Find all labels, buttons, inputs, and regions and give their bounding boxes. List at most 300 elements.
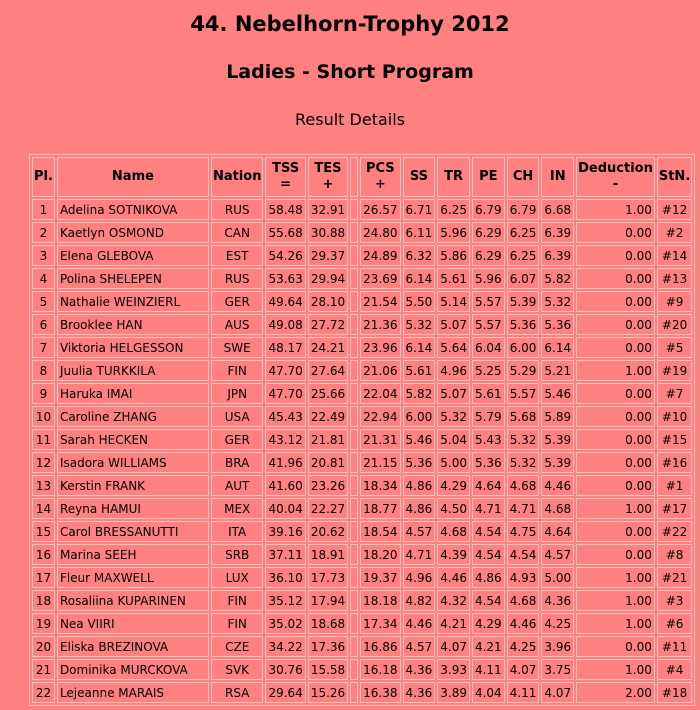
tss-cell: 58.48 bbox=[265, 199, 305, 220]
col-deduction-operator: - bbox=[612, 177, 619, 192]
ss-cell: 4.71 bbox=[403, 544, 436, 565]
tss-cell: 47.70 bbox=[265, 360, 305, 381]
pcs-cell: 18.18 bbox=[360, 590, 400, 611]
tr-cell: 4.32 bbox=[437, 590, 470, 611]
in-cell: 3.75 bbox=[541, 659, 574, 680]
spacer-cell bbox=[350, 429, 358, 450]
deduction-cell: 0.00 bbox=[576, 429, 655, 450]
col-tes bbox=[308, 157, 348, 197]
ch-cell: 5.32 bbox=[507, 429, 540, 450]
col-deduction bbox=[576, 157, 655, 197]
name-cell: Nathalie WEINZIERL bbox=[57, 291, 209, 312]
spacer-cell bbox=[350, 360, 358, 381]
ch-cell: 4.11 bbox=[507, 682, 540, 703]
pe-cell: 6.29 bbox=[472, 245, 505, 266]
place-cell: 15 bbox=[32, 521, 55, 542]
tss-cell: 47.70 bbox=[265, 383, 305, 404]
table-row bbox=[32, 245, 692, 266]
ss-cell: 5.50 bbox=[403, 291, 436, 312]
pcs-cell: 19.37 bbox=[360, 567, 400, 588]
spacer-cell bbox=[350, 383, 358, 404]
pcs-cell: 24.89 bbox=[360, 245, 400, 266]
col-tr: TR bbox=[437, 157, 470, 197]
place-cell: 14 bbox=[32, 498, 55, 519]
name-cell: Brooklee HAN bbox=[57, 314, 209, 335]
nation-cell: AUT bbox=[211, 475, 264, 496]
pcs-cell: 18.54 bbox=[360, 521, 400, 542]
pcs-cell: 24.80 bbox=[360, 222, 400, 243]
name-cell: Fleur MAXWELL bbox=[57, 567, 209, 588]
table-row bbox=[32, 636, 692, 657]
deduction-cell: 0.00 bbox=[576, 337, 655, 358]
col-stn: StN. bbox=[657, 157, 692, 197]
pe-cell: 5.57 bbox=[472, 291, 505, 312]
nation-cell: AUS bbox=[211, 314, 264, 335]
place-cell: 18 bbox=[32, 590, 55, 611]
in-cell: 6.39 bbox=[541, 245, 574, 266]
col-tss bbox=[265, 157, 305, 197]
tss-cell: 36.10 bbox=[265, 567, 305, 588]
nation-cell: USA bbox=[211, 406, 264, 427]
ch-cell: 5.29 bbox=[507, 360, 540, 381]
tss-cell: 41.60 bbox=[265, 475, 305, 496]
table-row bbox=[32, 613, 692, 634]
tes-cell: 32.91 bbox=[308, 199, 348, 220]
ss-cell: 6.14 bbox=[403, 337, 436, 358]
tss-cell: 39.16 bbox=[265, 521, 305, 542]
in-cell: 3.96 bbox=[541, 636, 574, 657]
place-cell: 7 bbox=[32, 337, 55, 358]
place-cell: 3 bbox=[32, 245, 55, 266]
start-number-cell: #6 bbox=[657, 613, 692, 634]
start-number-cell: #4 bbox=[657, 659, 692, 680]
col-tes-operator: + bbox=[322, 177, 334, 192]
ch-cell: 4.71 bbox=[507, 498, 540, 519]
tr-cell: 5.00 bbox=[437, 452, 470, 473]
in-cell: 4.64 bbox=[541, 521, 574, 542]
header-row bbox=[32, 157, 692, 197]
spacer-cell bbox=[350, 682, 358, 703]
tr-cell: 5.64 bbox=[437, 337, 470, 358]
tes-cell: 22.49 bbox=[308, 406, 348, 427]
start-number-cell: #12 bbox=[657, 199, 692, 220]
ss-cell: 6.71 bbox=[403, 199, 436, 220]
col-pcs-operator: + bbox=[374, 177, 386, 192]
result-details-subtitle: Result Details bbox=[295, 110, 405, 129]
pe-cell: 4.29 bbox=[472, 613, 505, 634]
nation-cell: CZE bbox=[211, 636, 264, 657]
col-ch: CH bbox=[507, 157, 540, 197]
ch-cell: 4.68 bbox=[507, 475, 540, 496]
start-number-cell: #14 bbox=[657, 245, 692, 266]
ch-cell: 5.39 bbox=[507, 291, 540, 312]
tr-cell: 4.96 bbox=[437, 360, 470, 381]
ch-cell: 4.25 bbox=[507, 636, 540, 657]
in-cell: 5.21 bbox=[541, 360, 574, 381]
deduction-cell: 0.00 bbox=[576, 245, 655, 266]
tes-cell: 20.62 bbox=[308, 521, 348, 542]
pe-cell: 4.54 bbox=[472, 590, 505, 611]
ch-cell: 4.68 bbox=[507, 590, 540, 611]
in-cell: 5.39 bbox=[541, 452, 574, 473]
ss-cell: 5.61 bbox=[403, 360, 436, 381]
start-number-cell: #16 bbox=[657, 452, 692, 473]
tss-cell: 55.68 bbox=[265, 222, 305, 243]
deduction-cell: 0.00 bbox=[576, 521, 655, 542]
pe-cell: 6.29 bbox=[472, 222, 505, 243]
col-nation: Nation bbox=[211, 157, 264, 197]
tes-cell: 17.73 bbox=[308, 567, 348, 588]
ss-cell: 5.82 bbox=[403, 383, 436, 404]
nation-cell: SRB bbox=[211, 544, 264, 565]
start-number-cell: #18 bbox=[657, 682, 692, 703]
ss-cell: 4.82 bbox=[403, 590, 436, 611]
name-cell: Elena GLEBOVA bbox=[57, 245, 209, 266]
pe-cell: 4.71 bbox=[472, 498, 505, 519]
tes-cell: 21.81 bbox=[308, 429, 348, 450]
pcs-cell: 21.31 bbox=[360, 429, 400, 450]
pe-cell: 4.54 bbox=[472, 544, 505, 565]
spacer-cell bbox=[350, 498, 358, 519]
spacer-cell bbox=[350, 291, 358, 312]
name-cell: Reyna HAMUI bbox=[57, 498, 209, 519]
tr-cell: 6.25 bbox=[437, 199, 470, 220]
name-cell: Lejeanne MARAIS bbox=[57, 682, 209, 703]
nation-cell: GER bbox=[211, 429, 264, 450]
name-cell: Dominika MURCKOVA bbox=[57, 659, 209, 680]
table-row bbox=[32, 222, 692, 243]
pcs-cell: 23.69 bbox=[360, 268, 400, 289]
tss-cell: 30.76 bbox=[265, 659, 305, 680]
in-cell: 6.39 bbox=[541, 222, 574, 243]
ss-cell: 4.46 bbox=[403, 613, 436, 634]
ch-cell: 4.75 bbox=[507, 521, 540, 542]
tes-cell: 25.66 bbox=[308, 383, 348, 404]
tr-cell: 4.07 bbox=[437, 636, 470, 657]
name-cell: Rosaliina KUPARINEN bbox=[57, 590, 209, 611]
ss-cell: 5.46 bbox=[403, 429, 436, 450]
tr-cell: 4.46 bbox=[437, 567, 470, 588]
nation-cell: GER bbox=[211, 291, 264, 312]
tr-cell: 3.93 bbox=[437, 659, 470, 680]
tes-cell: 15.26 bbox=[308, 682, 348, 703]
place-cell: 11 bbox=[32, 429, 55, 450]
place-cell: 22 bbox=[32, 682, 55, 703]
ss-cell: 6.32 bbox=[403, 245, 436, 266]
in-cell: 4.36 bbox=[541, 590, 574, 611]
table-row bbox=[32, 360, 692, 381]
spacer-cell bbox=[350, 314, 358, 335]
spacer-cell bbox=[350, 567, 358, 588]
nation-cell: LUX bbox=[211, 567, 264, 588]
in-cell: 4.68 bbox=[541, 498, 574, 519]
deduction-cell: 1.00 bbox=[576, 498, 655, 519]
ch-cell: 6.00 bbox=[507, 337, 540, 358]
name-cell: Eliska BREZINOVA bbox=[57, 636, 209, 657]
name-cell: Adelina SOTNIKOVA bbox=[57, 199, 209, 220]
spacer-cell bbox=[350, 406, 358, 427]
start-number-cell: #15 bbox=[657, 429, 692, 450]
tes-cell: 20.81 bbox=[308, 452, 348, 473]
name-cell: Kaetlyn OSMOND bbox=[57, 222, 209, 243]
col-deduction-label: Deduction bbox=[578, 161, 653, 176]
tss-cell: 43.12 bbox=[265, 429, 305, 450]
start-number-cell: #9 bbox=[657, 291, 692, 312]
table-row bbox=[32, 521, 692, 542]
nation-cell: RUS bbox=[211, 199, 264, 220]
ss-cell: 4.57 bbox=[403, 521, 436, 542]
ss-cell: 4.86 bbox=[403, 498, 436, 519]
tss-cell: 35.02 bbox=[265, 613, 305, 634]
deduction-cell: 0.00 bbox=[576, 544, 655, 565]
spacer-cell bbox=[350, 475, 358, 496]
tss-cell: 29.64 bbox=[265, 682, 305, 703]
pcs-cell: 16.18 bbox=[360, 659, 400, 680]
deduction-cell: 0.00 bbox=[576, 314, 655, 335]
pcs-cell: 23.96 bbox=[360, 337, 400, 358]
in-cell: 4.07 bbox=[541, 682, 574, 703]
table-row bbox=[32, 590, 692, 611]
ch-cell: 5.68 bbox=[507, 406, 540, 427]
pcs-cell: 16.38 bbox=[360, 682, 400, 703]
spacer-cell bbox=[350, 268, 358, 289]
ch-cell: 6.25 bbox=[507, 245, 540, 266]
name-cell: Kerstin FRANK bbox=[57, 475, 209, 496]
col-pcs bbox=[360, 157, 400, 197]
spacer-cell bbox=[350, 452, 358, 473]
nation-cell: RSA bbox=[211, 682, 264, 703]
name-cell: Sarah HECKEN bbox=[57, 429, 209, 450]
results-table bbox=[29, 154, 695, 706]
nation-cell: JPN bbox=[211, 383, 264, 404]
tss-cell: 40.04 bbox=[265, 498, 305, 519]
ch-cell: 6.07 bbox=[507, 268, 540, 289]
name-cell: Marina SEEH bbox=[57, 544, 209, 565]
spacer-cell bbox=[350, 337, 358, 358]
col-tss-label: TSS bbox=[272, 161, 300, 176]
tr-cell: 5.14 bbox=[437, 291, 470, 312]
start-number-cell: #13 bbox=[657, 268, 692, 289]
tes-cell: 28.10 bbox=[308, 291, 348, 312]
in-cell: 5.89 bbox=[541, 406, 574, 427]
table-row bbox=[32, 268, 692, 289]
tes-cell: 17.94 bbox=[308, 590, 348, 611]
start-number-cell: #20 bbox=[657, 314, 692, 335]
tr-cell: 4.21 bbox=[437, 613, 470, 634]
pe-cell: 4.21 bbox=[472, 636, 505, 657]
deduction-cell: 0.00 bbox=[576, 475, 655, 496]
event-title: 44. Nebelhorn-Trophy 2012 bbox=[190, 12, 510, 36]
deduction-cell: 1.00 bbox=[576, 199, 655, 220]
tr-cell: 5.32 bbox=[437, 406, 470, 427]
ss-cell: 4.36 bbox=[403, 682, 436, 703]
deduction-cell: 0.00 bbox=[576, 406, 655, 427]
tss-cell: 34.22 bbox=[265, 636, 305, 657]
pe-cell: 4.54 bbox=[472, 521, 505, 542]
tes-cell: 18.68 bbox=[308, 613, 348, 634]
tes-cell: 30.88 bbox=[308, 222, 348, 243]
start-number-cell: #19 bbox=[657, 360, 692, 381]
start-number-cell: #21 bbox=[657, 567, 692, 588]
name-cell: Viktoria HELGESSON bbox=[57, 337, 209, 358]
pcs-cell: 21.36 bbox=[360, 314, 400, 335]
col-tss-operator: = bbox=[280, 177, 292, 192]
in-cell: 4.57 bbox=[541, 544, 574, 565]
place-cell: 8 bbox=[32, 360, 55, 381]
start-number-cell: #7 bbox=[657, 383, 692, 404]
spacer-cell bbox=[350, 590, 358, 611]
tr-cell: 4.50 bbox=[437, 498, 470, 519]
start-number-cell: #5 bbox=[657, 337, 692, 358]
ch-cell: 6.79 bbox=[507, 199, 540, 220]
tr-cell: 5.04 bbox=[437, 429, 470, 450]
spacer-cell bbox=[350, 636, 358, 657]
ch-cell: 4.54 bbox=[507, 544, 540, 565]
deduction-cell: 1.00 bbox=[576, 360, 655, 381]
name-cell: Juulia TURKKILA bbox=[57, 360, 209, 381]
tr-cell: 5.86 bbox=[437, 245, 470, 266]
pcs-cell: 18.20 bbox=[360, 544, 400, 565]
tss-cell: 41.96 bbox=[265, 452, 305, 473]
tr-cell: 5.61 bbox=[437, 268, 470, 289]
place-cell: 1 bbox=[32, 199, 55, 220]
in-cell: 5.00 bbox=[541, 567, 574, 588]
tr-cell: 5.96 bbox=[437, 222, 470, 243]
pe-cell: 5.43 bbox=[472, 429, 505, 450]
place-cell: 6 bbox=[32, 314, 55, 335]
nation-cell: BRA bbox=[211, 452, 264, 473]
deduction-cell: 0.00 bbox=[576, 452, 655, 473]
ss-cell: 4.96 bbox=[403, 567, 436, 588]
tr-cell: 4.39 bbox=[437, 544, 470, 565]
tes-cell: 15.58 bbox=[308, 659, 348, 680]
pe-cell: 5.57 bbox=[472, 314, 505, 335]
ss-cell: 5.36 bbox=[403, 452, 436, 473]
place-cell: 5 bbox=[32, 291, 55, 312]
deduction-cell: 0.00 bbox=[576, 291, 655, 312]
tss-cell: 37.11 bbox=[265, 544, 305, 565]
in-cell: 5.32 bbox=[541, 291, 574, 312]
spacer-cell bbox=[350, 245, 358, 266]
name-cell: Haruka IMAI bbox=[57, 383, 209, 404]
ch-cell: 6.25 bbox=[507, 222, 540, 243]
place-cell: 16 bbox=[32, 544, 55, 565]
table-row bbox=[32, 291, 692, 312]
spacer-cell bbox=[350, 659, 358, 680]
ss-cell: 6.00 bbox=[403, 406, 436, 427]
pcs-cell: 17.34 bbox=[360, 613, 400, 634]
pe-cell: 4.11 bbox=[472, 659, 505, 680]
pcs-cell: 21.06 bbox=[360, 360, 400, 381]
table-row bbox=[32, 383, 692, 404]
in-cell: 6.14 bbox=[541, 337, 574, 358]
results-body bbox=[32, 199, 692, 703]
ch-cell: 4.93 bbox=[507, 567, 540, 588]
ss-cell: 4.86 bbox=[403, 475, 436, 496]
col-in: IN bbox=[541, 157, 574, 197]
start-number-cell: #11 bbox=[657, 636, 692, 657]
pe-cell: 5.96 bbox=[472, 268, 505, 289]
ss-cell: 4.57 bbox=[403, 636, 436, 657]
tss-cell: 53.63 bbox=[265, 268, 305, 289]
table-row bbox=[32, 682, 692, 703]
tr-cell: 3.89 bbox=[437, 682, 470, 703]
start-number-cell: #10 bbox=[657, 406, 692, 427]
nation-cell: MEX bbox=[211, 498, 264, 519]
deduction-cell: 1.00 bbox=[576, 659, 655, 680]
tss-cell: 49.08 bbox=[265, 314, 305, 335]
tr-cell: 4.68 bbox=[437, 521, 470, 542]
pcs-cell: 16.86 bbox=[360, 636, 400, 657]
in-cell: 5.36 bbox=[541, 314, 574, 335]
nation-cell: FIN bbox=[211, 613, 264, 634]
place-cell: 17 bbox=[32, 567, 55, 588]
nation-cell: RUS bbox=[211, 268, 264, 289]
pe-cell: 6.79 bbox=[472, 199, 505, 220]
start-number-cell: #8 bbox=[657, 544, 692, 565]
tss-cell: 48.17 bbox=[265, 337, 305, 358]
place-cell: 4 bbox=[32, 268, 55, 289]
tes-cell: 27.72 bbox=[308, 314, 348, 335]
deduction-cell: 0.00 bbox=[576, 268, 655, 289]
ch-cell: 4.46 bbox=[507, 613, 540, 634]
tss-cell: 35.12 bbox=[265, 590, 305, 611]
pcs-cell: 22.04 bbox=[360, 383, 400, 404]
deduction-cell: 0.00 bbox=[576, 636, 655, 657]
spacer-cell bbox=[350, 613, 358, 634]
place-cell: 19 bbox=[32, 613, 55, 634]
tr-cell: 5.07 bbox=[437, 314, 470, 335]
col-pl: Pl. bbox=[32, 157, 55, 197]
nation-cell: SWE bbox=[211, 337, 264, 358]
deduction-cell: 0.00 bbox=[576, 222, 655, 243]
spacer-cell bbox=[350, 199, 358, 220]
tes-cell: 23.26 bbox=[308, 475, 348, 496]
pcs-cell: 18.77 bbox=[360, 498, 400, 519]
ss-cell: 6.14 bbox=[403, 268, 436, 289]
ss-cell: 4.36 bbox=[403, 659, 436, 680]
ss-cell: 6.11 bbox=[403, 222, 436, 243]
deduction-cell: 2.00 bbox=[576, 682, 655, 703]
deduction-cell: 1.00 bbox=[576, 567, 655, 588]
table-row bbox=[32, 406, 692, 427]
deduction-cell: 1.00 bbox=[576, 590, 655, 611]
pe-cell: 6.04 bbox=[472, 337, 505, 358]
tss-cell: 54.26 bbox=[265, 245, 305, 266]
nation-cell: FIN bbox=[211, 360, 264, 381]
pcs-cell: 26.57 bbox=[360, 199, 400, 220]
in-cell: 4.46 bbox=[541, 475, 574, 496]
deduction-cell: 0.00 bbox=[576, 383, 655, 404]
pcs-cell: 18.34 bbox=[360, 475, 400, 496]
nation-cell: EST bbox=[211, 245, 264, 266]
spacer-cell bbox=[350, 521, 358, 542]
deduction-cell: 1.00 bbox=[576, 613, 655, 634]
in-cell: 5.46 bbox=[541, 383, 574, 404]
ch-cell: 5.32 bbox=[507, 452, 540, 473]
nation-cell: ITA bbox=[211, 521, 264, 542]
start-number-cell: #22 bbox=[657, 521, 692, 542]
start-number-cell: #2 bbox=[657, 222, 692, 243]
start-number-cell: #17 bbox=[657, 498, 692, 519]
pe-cell: 5.79 bbox=[472, 406, 505, 427]
col-name: Name bbox=[57, 157, 209, 197]
col-ss: SS bbox=[403, 157, 436, 197]
col-pe: PE bbox=[472, 157, 505, 197]
tes-cell: 27.64 bbox=[308, 360, 348, 381]
tr-cell: 5.07 bbox=[437, 383, 470, 404]
name-cell: Carol BRESSANUTTI bbox=[57, 521, 209, 542]
